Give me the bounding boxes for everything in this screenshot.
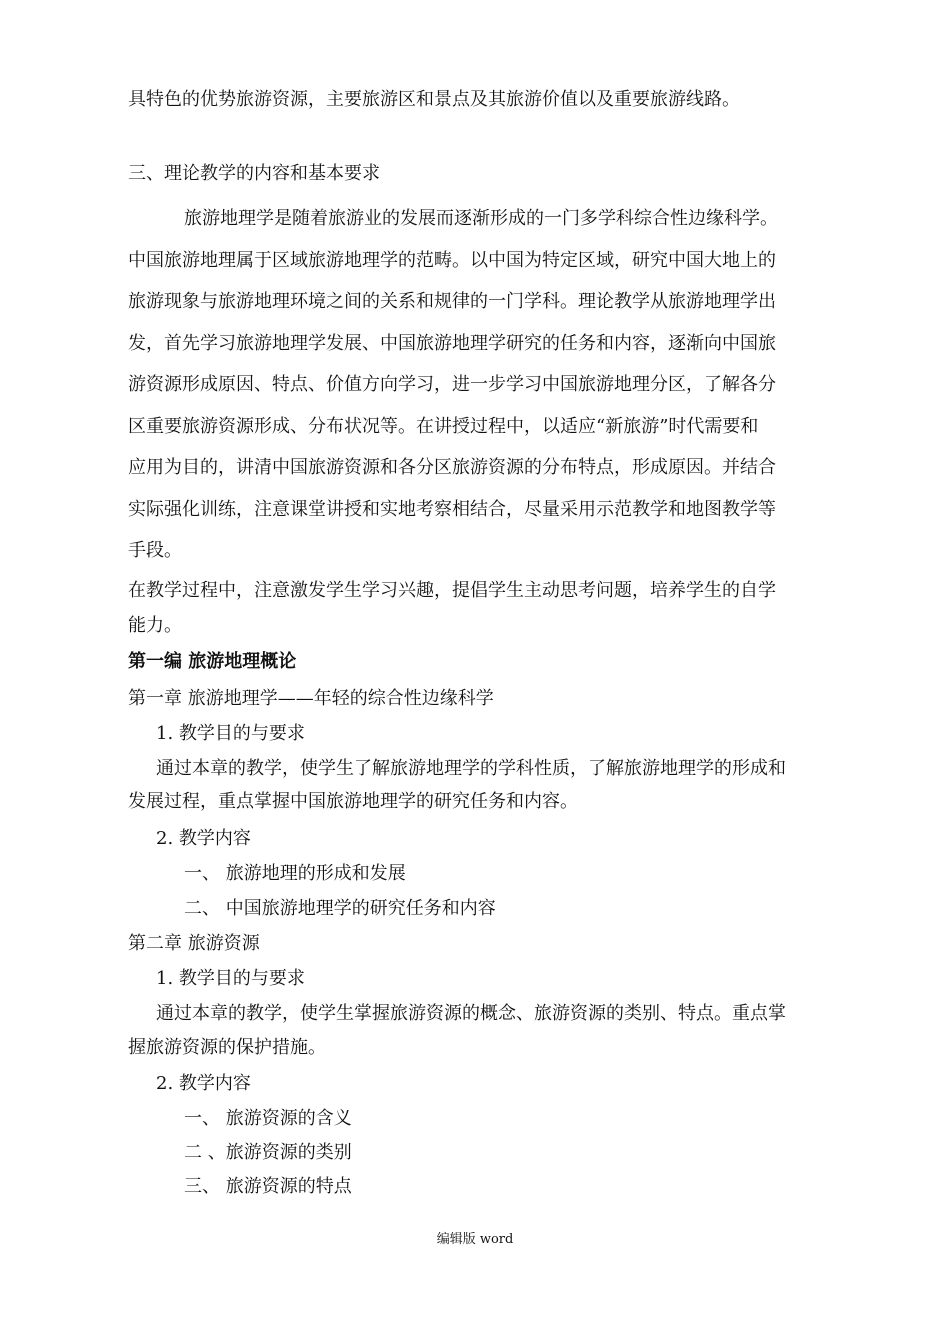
- list-item: 二 、旅游资源的类别: [184, 1142, 352, 1163]
- list-item: 一、 旅游地理的形成和发展: [184, 863, 406, 884]
- text-line: 发，首先学习旅游地理学发展、中国旅游地理学研究的任务和内容，逐渐向中国旅: [128, 333, 776, 354]
- text-line: 旅游现象与旅游地理环境之间的关系和规律的一门学科。理论教学从旅游地理学出: [128, 291, 776, 312]
- list-item: 一、 旅游资源的含义: [184, 1108, 352, 1129]
- subheading: 1. 教学目的与要求: [156, 723, 305, 744]
- text-line: 中国旅游地理属于区域旅游地理学的范畴。以中国为特定区域，研究中国大地上的: [128, 250, 776, 271]
- page-footer: 编辑版 word: [436, 1232, 514, 1247]
- subheading: 2. 教学内容: [156, 1073, 251, 1094]
- chapter-heading: 第二章 旅游资源: [128, 933, 260, 954]
- chapter-heading: 第一章 旅游地理学——年轻的综合性边缘科学: [128, 688, 494, 709]
- text-line: 手段。: [128, 540, 182, 561]
- subheading: 1. 教学目的与要求: [156, 968, 305, 989]
- text-line: 区重要旅游资源形成、分布状况等。在讲授过程中，以适应“新旅游”时代需要和: [128, 416, 759, 437]
- text-line: 游资源形成原因、特点、价值方向学习，进一步学习中国旅游地理分区，了解各分: [128, 374, 776, 395]
- text-line: 在教学过程中，注意激发学生学习兴趣，提倡学生主动思考问题，培养学生的自学: [128, 580, 776, 601]
- text-line: 旅游地理学是随着旅游业的发展而逐渐形成的一门多学科综合性边缘科学。: [184, 208, 778, 229]
- text-line: 应用为目的，讲清中国旅游资源和各分区旅游资源的分布特点，形成原因。并结合: [128, 457, 776, 478]
- text-line: 通过本章的教学，使学生掌握旅游资源的概念、旅游资源的类别、特点。重点掌: [156, 1003, 786, 1024]
- section-heading: 三、理论教学的内容和基本要求: [128, 163, 380, 184]
- list-item: 二、 中国旅游地理学的研究任务和内容: [184, 898, 496, 919]
- text-line: 握旅游资源的保护措施。: [128, 1037, 326, 1058]
- list-item: 三、 旅游资源的特点: [184, 1176, 352, 1197]
- subheading: 2. 教学内容: [156, 828, 251, 849]
- text-line: 实际强化训练，注意课堂讲授和实地考察相结合，尽量采用示范教学和地图教学等: [128, 499, 776, 520]
- text-line: 发展过程，重点掌握中国旅游地理学的研究任务和内容。: [128, 791, 578, 812]
- text-line: 具特色的优势旅游资源，主要旅游区和景点及其旅游价值以及重要旅游线路。: [128, 89, 740, 110]
- part-heading: 第一编 旅游地理概论: [128, 651, 297, 672]
- text-line: 能力。: [128, 615, 182, 636]
- text-line: 通过本章的教学，使学生了解旅游地理学的学科性质，了解旅游地理学的形成和: [156, 758, 786, 779]
